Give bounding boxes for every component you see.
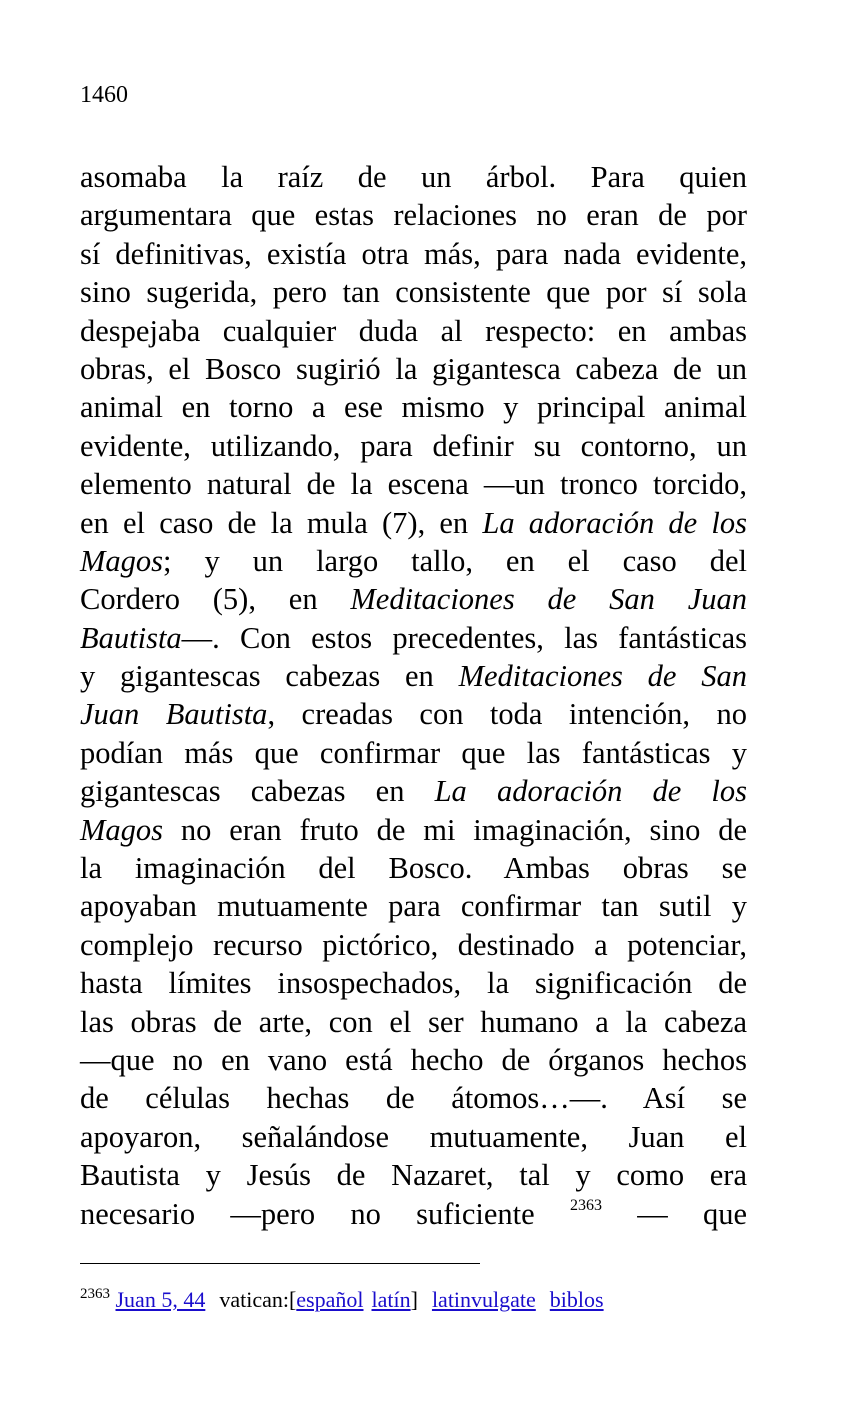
text-segment: apoyaban mutuamente para confirmar tan sutil y bbox=[80, 889, 747, 924]
text-line bbox=[80, 1079, 747, 1117]
text-line bbox=[80, 734, 747, 772]
text-segment: —. Con estos precedentes, las fantásticas bbox=[181, 620, 747, 655]
footnote-divider bbox=[80, 1263, 480, 1264]
text-segment: despejaba cualquier duda al respecto: en ambas bbox=[80, 313, 747, 348]
text-segment: sino sugerida, pero tan consistente que por sí sola bbox=[80, 275, 747, 310]
text-line bbox=[80, 811, 747, 849]
text-segment: —que no en vano está hecho de órganos hechos bbox=[80, 1042, 747, 1077]
text-segment: necesario —pero no suficiente bbox=[80, 1196, 570, 1231]
text-segment: obras, el Bosco sugirió la gigantesca cabeza de un bbox=[80, 351, 747, 386]
text-line bbox=[80, 887, 747, 925]
text-segment: de células hechas de átomos…—. Así se bbox=[80, 1081, 747, 1116]
text-line bbox=[80, 1003, 747, 1041]
text-segment: la imaginación del Bosco. Ambas obras se bbox=[80, 851, 747, 886]
footnote bbox=[80, 1285, 604, 1315]
text-line bbox=[80, 465, 747, 503]
italic-title: Magos bbox=[80, 812, 164, 847]
text-line bbox=[80, 849, 747, 887]
text-line bbox=[80, 926, 747, 964]
text-segment: Cordero (5), en bbox=[80, 582, 351, 617]
italic-title: Meditaciones de San bbox=[458, 659, 747, 694]
text-segment: hasta límites insospechados, la significación de bbox=[80, 966, 747, 1001]
text-line bbox=[80, 695, 747, 733]
text-segment: complejo recurso pictórico, destinado a potenciar, bbox=[80, 927, 747, 962]
text-line bbox=[80, 657, 747, 695]
italic-title: La adoración de los bbox=[434, 774, 747, 809]
text-segment: no eran fruto de mi imaginación, sino de bbox=[163, 812, 747, 847]
italic-title: Bautista bbox=[80, 620, 182, 655]
text-line bbox=[80, 964, 747, 1002]
text-line bbox=[80, 772, 747, 810]
text-segment: , creadas con toda intención, no bbox=[267, 697, 747, 732]
text-segment: evidente, utilizando, para definir su contorno, un bbox=[80, 428, 747, 463]
body-text bbox=[80, 158, 747, 1233]
footnote-number: 2363 bbox=[80, 1286, 110, 1302]
text-line bbox=[80, 1118, 747, 1156]
italic-title: Meditaciones de San Juan bbox=[350, 582, 747, 617]
text-line bbox=[80, 350, 747, 388]
page-number: 1460 bbox=[80, 82, 128, 108]
text-line bbox=[80, 235, 747, 273]
text-line bbox=[80, 1156, 747, 1194]
text-line bbox=[80, 1041, 747, 1079]
text-segment: apoyaron, señalándose mutuamente, Juan el bbox=[80, 1119, 747, 1154]
text-line bbox=[80, 196, 747, 234]
text-line bbox=[80, 312, 747, 350]
text-segment: — que bbox=[601, 1196, 747, 1231]
text-line bbox=[80, 427, 747, 465]
text-line bbox=[80, 542, 747, 580]
text-segment: en el caso de la mula (7), en bbox=[80, 505, 483, 540]
text-segment: animal en torno a ese mismo y principal animal bbox=[80, 390, 747, 425]
footnote-ref-link[interactable]: Juan 5, 44 bbox=[115, 1287, 206, 1312]
text-segment: gigantescas cabezas en bbox=[80, 774, 435, 809]
link-latinvulgate[interactable]: latinvulgate bbox=[431, 1287, 536, 1312]
link-latin[interactable]: latín bbox=[371, 1287, 411, 1312]
italic-title: Juan Bautista bbox=[80, 697, 268, 732]
text-segment: podían más que confirmar que las fantásticas y bbox=[80, 735, 747, 770]
text-line bbox=[80, 388, 747, 426]
footnote-marker: 2363 bbox=[569, 1196, 602, 1214]
vatican-prefix: vatican:[ bbox=[219, 1287, 297, 1312]
text-line bbox=[80, 273, 747, 311]
text-segment: Bautista y Jesús de Nazaret, tal y como era bbox=[80, 1158, 747, 1193]
text-segment: argumentara que estas relaciones no eran de por bbox=[80, 198, 747, 233]
link-biblos[interactable]: biblos bbox=[549, 1287, 604, 1312]
text-segment: ; y un largo tallo, en el caso del bbox=[163, 543, 747, 578]
italic-title: La adoración de los bbox=[482, 505, 747, 540]
text-line bbox=[80, 580, 747, 618]
text-segment: sí definitivas, existía otra más, para nada evidente, bbox=[80, 236, 747, 271]
text-line bbox=[80, 504, 747, 542]
text-segment: las obras de arte, con el ser humano a la cabeza bbox=[80, 1004, 747, 1039]
text-segment: y gigantescas cabezas en bbox=[80, 659, 459, 694]
text-segment: asomaba la raíz de un árbol. Para quien bbox=[80, 160, 747, 194]
italic-title: Magos bbox=[80, 543, 164, 578]
text-line bbox=[80, 1195, 747, 1233]
text-line bbox=[80, 158, 747, 196]
text-segment: elemento natural de la escena —un tronco torcido, bbox=[80, 467, 747, 502]
bracket-close: ] bbox=[410, 1287, 418, 1312]
text-line bbox=[80, 619, 747, 657]
link-espanol[interactable]: español bbox=[296, 1287, 364, 1312]
